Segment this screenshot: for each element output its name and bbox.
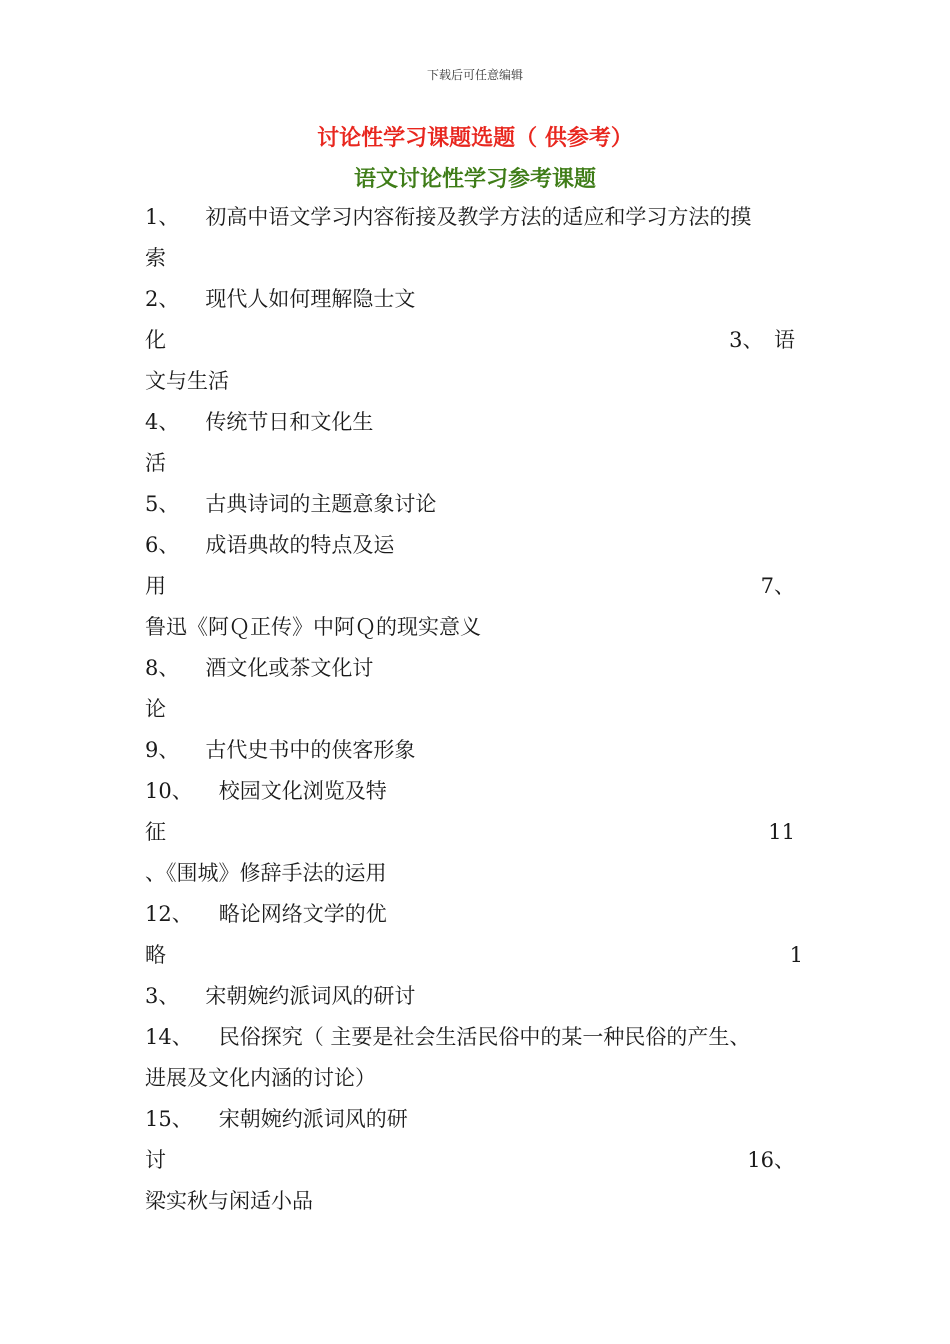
topic-text: 宋朝婉约派词风的研 xyxy=(218,1107,408,1131)
topic-text: 古代史书中的侠客形象 xyxy=(205,738,416,762)
topic-continuation: 7、 xyxy=(760,574,795,598)
topic-line xyxy=(145,1099,795,1140)
topic-continuation: 1 xyxy=(789,943,803,967)
topic-text: 略 xyxy=(145,943,166,967)
topic-text: 用 xyxy=(145,574,166,598)
document-title: 讨论性学习课题选题（ 供参考） xyxy=(317,126,633,151)
topic-list xyxy=(145,197,803,1222)
topic-text: 活 xyxy=(145,451,166,475)
topic-text: 初高中语文学习内容衔接及教学方法的适应和学习方法的摸 xyxy=(205,205,752,229)
topic-text: 梁实秋与闲适小品 xyxy=(145,1189,313,1213)
topic-continuation: 3、 语 xyxy=(729,328,795,352)
topic-line xyxy=(145,976,795,1017)
topic-text: 酒文化或茶文化讨 xyxy=(205,656,374,680)
topic-text: 校园文化浏览及特 xyxy=(218,779,387,803)
topic-number: 1、 xyxy=(145,205,180,229)
topic-text: 略论网络文学的优 xyxy=(218,902,387,926)
topic-line xyxy=(145,320,795,361)
topic-line xyxy=(145,771,795,812)
topic-text: 成语典故的特点及运 xyxy=(205,533,395,557)
topic-line xyxy=(145,402,795,443)
topic-line xyxy=(145,443,795,484)
topic-number: 4、 xyxy=(145,410,180,434)
topic-text: 化 xyxy=(145,328,166,352)
topic-number: 15、 xyxy=(145,1107,193,1131)
topic-continuation: 11 xyxy=(768,820,795,844)
topic-line xyxy=(145,607,795,648)
topic-line xyxy=(145,197,795,238)
topic-text: 民俗探究（ 主要是社会生活民俗中的某一种民俗的产生、 xyxy=(218,1025,751,1049)
topic-line xyxy=(145,1140,795,1181)
topic-text: 、《围城》修辞手法的运用 xyxy=(145,861,387,885)
document-subtitle: 语文讨论性学习参考课题 xyxy=(353,167,596,192)
topic-text: 论 xyxy=(145,697,166,721)
topic-line xyxy=(145,730,795,771)
topic-line xyxy=(145,894,795,935)
topic-number: 3、 xyxy=(145,984,180,1008)
topic-number: 14、 xyxy=(145,1025,193,1049)
topic-continuation: 16、 xyxy=(747,1148,795,1172)
topic-text: 鲁迅《阿Ｑ正传》中阿Ｑ的现实意义 xyxy=(145,615,481,639)
topic-line xyxy=(145,853,795,894)
topic-line xyxy=(145,1058,795,1099)
topic-line xyxy=(145,238,795,279)
topic-text: 索 xyxy=(145,246,166,270)
topic-number: 5、 xyxy=(145,492,180,516)
topic-line xyxy=(145,812,795,853)
topic-line xyxy=(145,484,795,525)
topic-line xyxy=(145,1181,795,1222)
topic-line xyxy=(145,935,803,976)
topic-line xyxy=(145,689,795,730)
topic-number: 6、 xyxy=(145,533,180,557)
topic-line xyxy=(145,1017,795,1058)
topic-number: 9、 xyxy=(145,738,180,762)
topic-number: 2、 xyxy=(145,287,180,311)
topic-number: 8、 xyxy=(145,656,180,680)
topic-text: 进展及文化内涵的讨论） xyxy=(145,1066,376,1090)
topic-number: 10、 xyxy=(145,779,193,803)
topic-text: 征 xyxy=(145,820,166,844)
page-header-note: 下载后可任意编辑 xyxy=(426,68,523,82)
topic-text: 文与生活 xyxy=(145,369,229,393)
topic-text: 宋朝婉约派词风的研讨 xyxy=(205,984,416,1008)
topic-number: 12、 xyxy=(145,902,193,926)
topic-line xyxy=(145,525,795,566)
topic-text: 讨 xyxy=(145,1148,166,1172)
topic-text: 古典诗词的主题意象讨论 xyxy=(205,492,437,516)
topic-line xyxy=(145,279,795,320)
topic-line xyxy=(145,648,795,689)
topic-text: 传统节日和文化生 xyxy=(205,410,374,434)
topic-text: 现代人如何理解隐士文 xyxy=(205,287,416,311)
topic-line xyxy=(145,566,795,607)
topic-line xyxy=(145,361,795,402)
